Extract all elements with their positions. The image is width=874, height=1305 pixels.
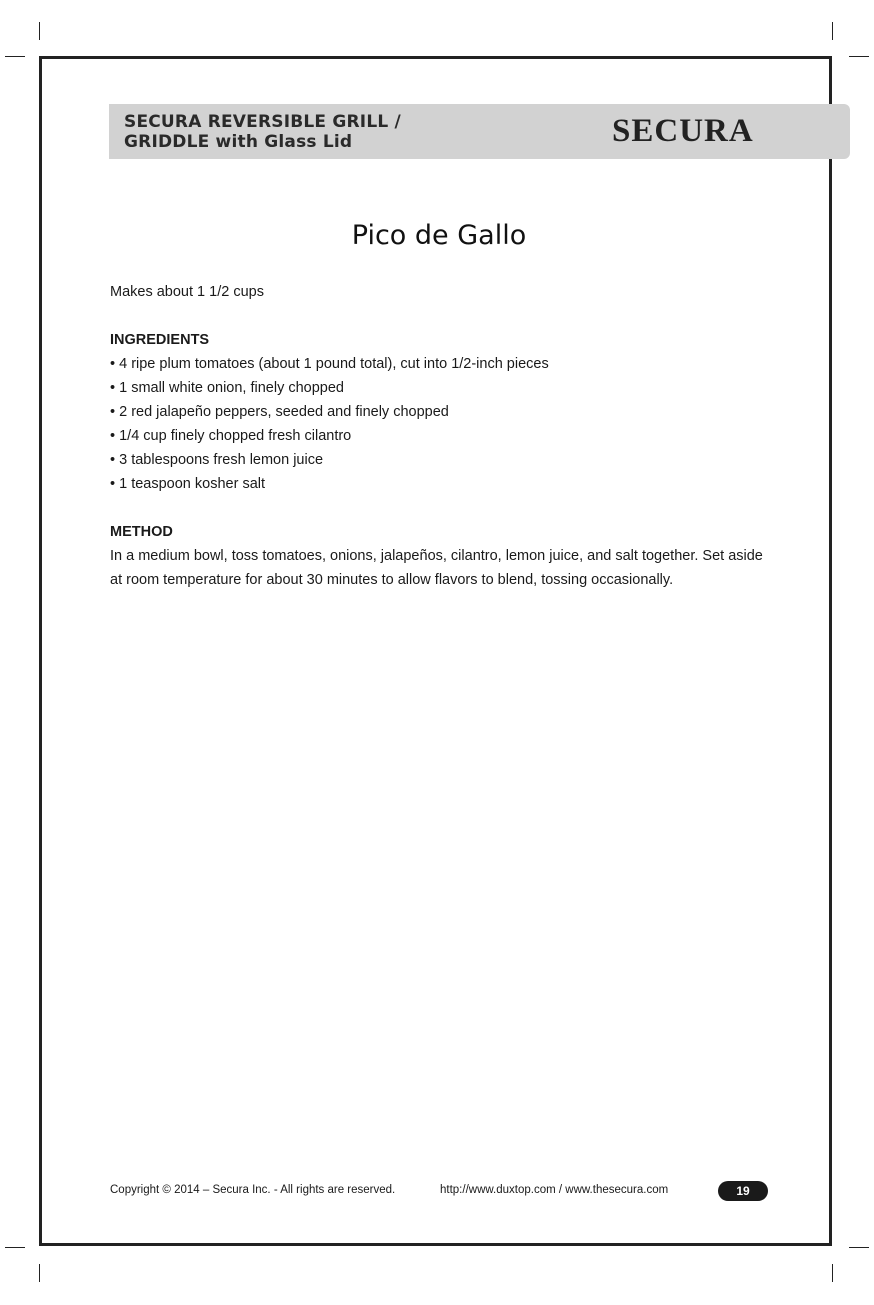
ingredient-item: • 2 red jalapeño peppers, seeded and finely chopped <box>110 404 449 420</box>
crop-mark <box>849 1247 869 1248</box>
ingredient-item: • 1/4 cup finely chopped fresh cilantro <box>110 428 352 444</box>
ingredient-item: • 1 small white onion, finely chopped <box>110 380 344 396</box>
crop-mark <box>39 1264 40 1282</box>
crop-mark <box>39 22 40 40</box>
ingredient-item: • 4 ripe plum tomatoes (about 1 pound total), cut into 1/2-inch pieces <box>110 356 549 372</box>
method-text: In a medium bowl, toss tomatoes, onions, jalapeños, cilantro, lemon juice, and salt together. Set aside at room temperature for about 30 minutes to allow flavors to blend, tossing occasionally. <box>110 548 763 588</box>
product-title-line-2: GRIDDLE with Glass Lid <box>124 132 353 152</box>
product-title-line-1: SECURA REVERSIBLE GRILL / <box>124 112 401 132</box>
page-number-badge: 19 <box>718 1181 768 1201</box>
ingredients-heading: INGREDIENTS <box>110 332 210 348</box>
recipe-yield: Makes about 1 1/2 cups <box>110 284 264 300</box>
crop-mark <box>849 56 869 57</box>
crop-mark <box>5 1247 25 1248</box>
ingredient-item: • 3 tablespoons fresh lemon juice <box>110 452 324 468</box>
product-title <box>124 112 401 152</box>
recipe-title: Pico de Gallo <box>351 220 527 251</box>
crop-mark <box>832 1264 833 1282</box>
crop-mark <box>5 56 25 57</box>
crop-mark <box>832 22 833 40</box>
ingredients-list <box>110 352 549 496</box>
brand-logo: SECURA <box>612 113 754 149</box>
footer-copyright: Copyright © 2014 – Secura Inc. - All rights are reserved. <box>110 1184 396 1196</box>
method-heading: METHOD <box>110 524 173 540</box>
footer-urls: http://www.duxtop.com / www.thesecura.com <box>440 1184 669 1196</box>
ingredient-item: • 1 teaspoon kosher salt <box>110 476 266 492</box>
